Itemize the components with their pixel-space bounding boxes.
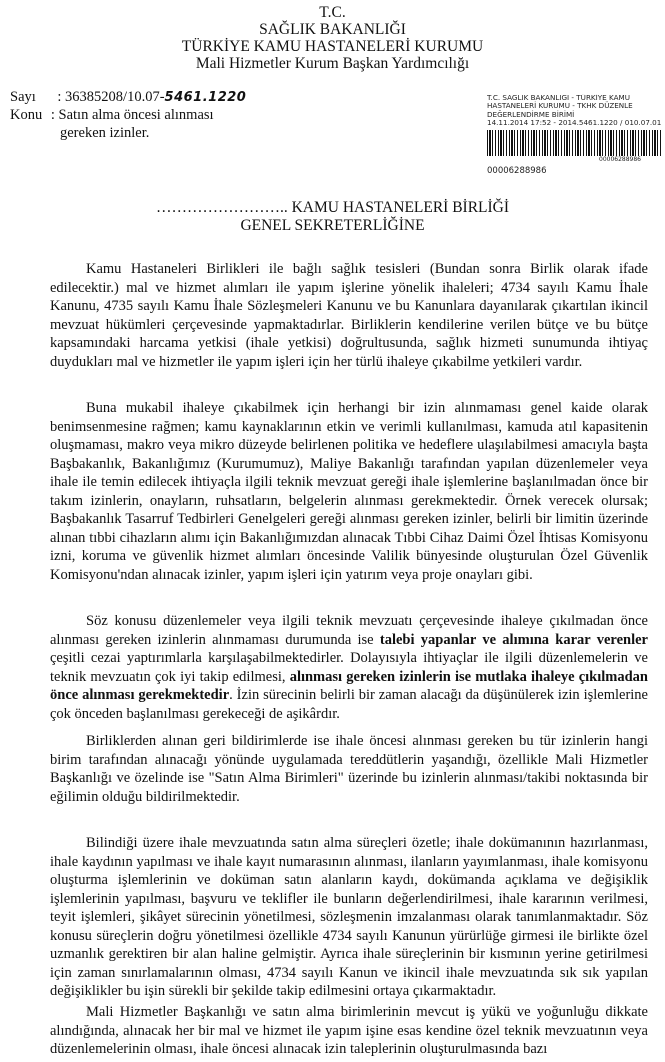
header-department: Mali Hizmetler Kurum Başkan Yardımcılığı <box>195 55 470 72</box>
paragraph-6: Mali Hizmetler Başkanlığı ve satın alma birimlerinin mevcut iş yükü ve yoğunluğu dikkate alındığında, alınacak her bir mal ve hizmet ile yapım işine esas kendine özel teknik mevzuatının veya düzenlemelerinin olması, ihale öncesi alınacak izin taleplerinin oluşturulmasında bazı <box>50 1004 648 1058</box>
paragraph-1: Kamu Hastaneleri Birlikleri ile bağlı sağlık tesisleri (Bundan sonra Birlik olarak ifade edilecektir.) mal ve hizmet alımları ile yapım işlerine yönelik ihaleleri; 4734 sayılı Kamu İhale Kanunu, 4735 sayılı Kamu İhale Sözleşmeleri Kanunu ve bu Kanunlara dayanılarak çıkartılan ikincil mevzuat hükümleri çerçevesinde yapmaktadırlar. Birliklerin kendilerine verilen bütçe ve bu bütçe kapsamındaki harcama yetkisi (ihale yetkisi) doğrultusunda, sağlık hizmeti sunumunda ihtiyaç duydukları mal ve hizmetler ile yapım işleri için her türlü ihaleye çıkabilme yetkileri vardır. <box>50 261 648 370</box>
stamp-line4: 14.11.2014 17:52 - 2014.5461.1220 / 010.07.01 <box>487 118 662 128</box>
konu-value-line1: : Satın alma öncesi alınması <box>50 107 214 123</box>
sayi-handwritten-number: 5461.1220 <box>164 90 247 105</box>
addressee-line1: …………………….. KAMU HASTANELERİ BİRLİĞİ <box>155 199 510 216</box>
stamp-line2: HASTANELERİ KURUMU - TKHK DÜZENLE <box>487 101 633 111</box>
barcode-small-number: 00006288986 <box>599 155 641 163</box>
paragraph-3-part-e: . İzin sürecinin belirli bir zaman alacağı da düşünülerek izin işlemlerine çok önceden başlanılması gerekeceği de aşikârdır. <box>50 687 648 722</box>
paragraph-5: Bilindiği üzere ihale mevzuatında satın alma süreçleri özetle; ihale dokümanının hazırlanması, ihale kaydının yapılması ve ihale kayıt numarasının alınması, ilanların yayımlanması, ihale komisyonu oluşturma işlemlerinin ve doküman satın alanların kaydı, dokümanda açıklama ve değişiklik işlemlerinin yapılması, başvuru ve teklifler ile bunların değerlendirilmesi, ihale kararının verilmesi, teyit işlemleri, şikâyet sürecinin yönetilmesi, sözleşmenin imzalanması olarak tanımlanmaktadır. Söz konusu süreçlerin doğru yönetilmesi özellikle 4734 sayılı Kanunun yürürlüğe girmesi ile birlikte özel uzmanlık gerektiren bir alan haline gelmiştir. Ayrıca ihale süreçlerinin bir kısmının yerine getirilmesi için zaman sınırlamalarının olması, 4734 sayılı Kanun ve ikincil ihale mevzuatında sık sık yapılan değişiklikler bu işin sürekli bir şekilde takip edilmesini ortaya çıkarmaktadır. <box>50 835 648 1000</box>
konu-label: Konu <box>10 107 43 123</box>
sayi-line <box>10 88 246 107</box>
paragraph-2: Buna mukabil ihaleye çıkabilmek için herhangi bir izin alınmaması genel kaide olarak benimsenmesine rağmen; kamu kaynaklarının etkin ve verimli kullanılması, kamuda atıl kapasitenin oluşmaması, makro veya mikro düzeyde belirlenen politika ve hedeflere ulaşılabilmesi amacıyla başta Başbakanlık, Bakanlığımız (Kurumumuz), Maliye Bakanlığı tarafından yapılan düzenlemeler veya ihale ile temin edilecek ihtiyaçla ilgili teknik mevzuat gereği ihale işlemlerine başlanılmadan önce bir takım izinlerin, onayların, ruhsatların, belgelerin alınması gerekmektedir. Örnek verecek olursak; Başbakanlık Tasarruf Tedbirleri Genelgeleri gereği alınması gereken izinler, belirli bir limitin üzerinde alınan tıbbi cihazların alımı için Bakanlığımızdan alınacak Tıbbi Cihaz Daimi Özel İhtisas Komisyonu izni, koruma ve güvenlik hizmet alımları öncesinde Valilik bünyesinde oluşturulan Özel Güvenlik Komisyonu'ndan alınacak izinler, yapım işleri için yatırım veya proje onayları gibi. <box>50 400 648 583</box>
addressee-line2: GENEL SEKRETERLİĞİNE <box>240 217 425 234</box>
paragraph-4: Birliklerden alınan geri bildirimlerde ise ihale öncesi alınması gereken bu tür izinlerin hangi birim tarafından alınacağı yönünde uygulamada tereddütlerin yaşandığı, özellikle Mali Hizmetler Başkanlığı ve özelinde ise "Satın Alma Birimleri" üzerinde bu izinlerin alınması/takibi noktasında bir eğilimin olduğu bildirilmektedir. <box>50 733 648 805</box>
barcode-number: 00006288986 <box>487 165 547 176</box>
paragraph-3 <box>50 612 648 723</box>
header-institution: TÜRKİYE KAMU HASTANELERİ KURUMU <box>181 38 484 55</box>
stamp-line3: DEĞERLENDİRME BİRİMİ <box>487 109 575 119</box>
stamp-line1: T.C. SAĞLIK BAKANLIĞI - TÜRKİYE KAMU <box>487 94 630 102</box>
sayi-value: : 36385208/10.07- <box>57 89 165 105</box>
paragraph-3-bold-b: alınması gereken izinlerin ise mutlaka ihaleye çıkılmadan önce alınması gerekmektedir <box>50 668 648 704</box>
paragraph-3-bold-a: talebi yapanlar ve alımına karar verenler <box>379 631 648 648</box>
konu-value-line2: gereken izinler. <box>60 125 150 141</box>
paragraph-3-part-a: Söz konusu düzenlemeler veya ilgili teknik mevzuatı çerçevesinde ihaleye çıkılmadan önce alınması gereken izinlerin alınmaması durumunda ise <box>50 613 648 648</box>
sayi-label: Sayı <box>10 89 36 105</box>
paragraph-3-part-c: çeşitli cezai yaptırımlarla karşılaşabilmektedirler. Dolayısıyla ihtiyaçlar ile ilgili düzenlemelerin ve teknik mevzuatın çok iyi takip edilmesi, <box>50 650 648 685</box>
header-ministry: SAĞLIK BAKANLIĞI <box>259 21 406 38</box>
header-tc: T.C. <box>319 4 346 21</box>
registry-stamp <box>487 94 665 175</box>
barcode <box>487 130 661 156</box>
konu-line <box>10 106 214 124</box>
